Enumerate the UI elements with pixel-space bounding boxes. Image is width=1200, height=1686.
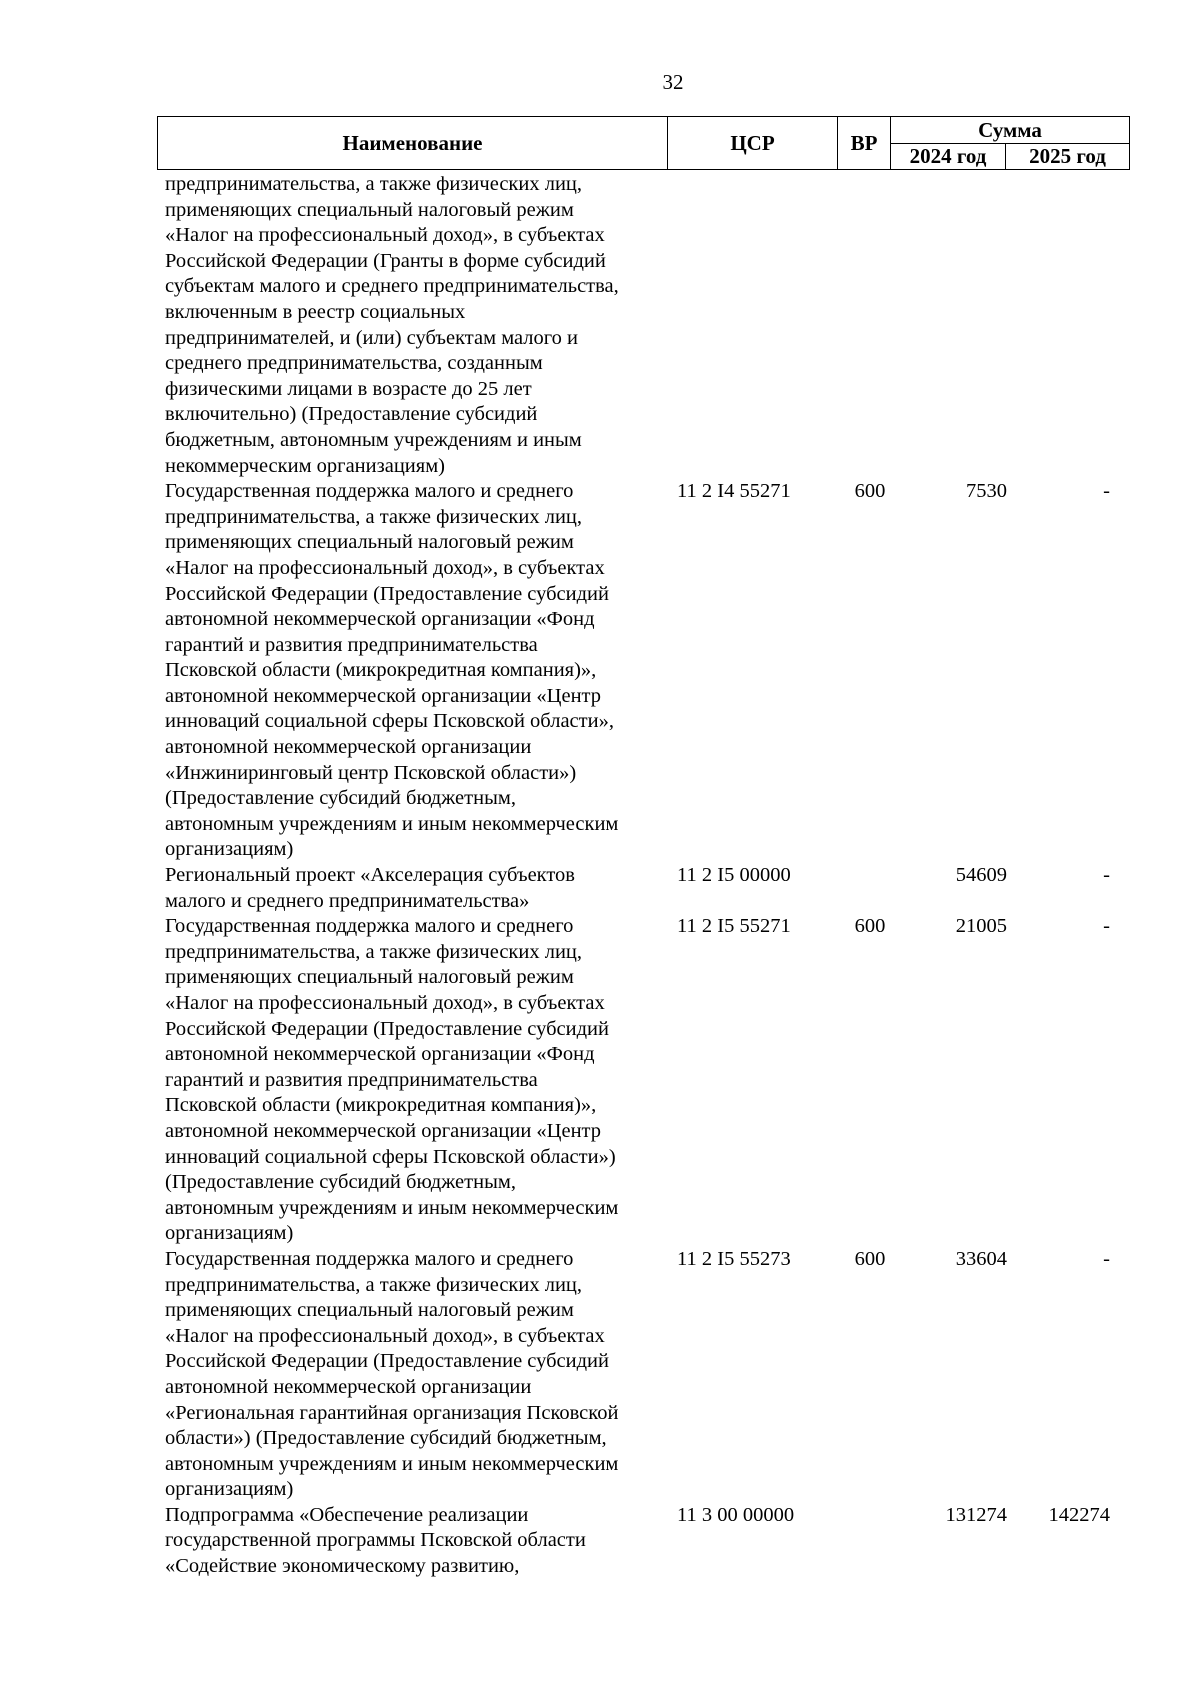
row-sum-2025: - (1103, 864, 1110, 887)
row-sum-2024: 7530 (966, 480, 1007, 503)
row-sum-2024: 131274 (945, 1503, 1007, 1526)
row-sum-2024: 33604 (955, 1247, 1007, 1270)
header-name: Наименование (158, 117, 668, 170)
row-name: Подпрограмма «Обеспечение реализации государственной программы Псковской области «Содействие экономическому развитию, (165, 1503, 586, 1578)
row-vr (840, 863, 900, 914)
table-row (157, 172, 1130, 479)
header-year-2025: 2025 год (1006, 144, 1130, 170)
row-name: Региональный проект «Акселерация субъектов малого и среднего предпринимательства» (165, 864, 575, 912)
header-vr: ВР (838, 117, 891, 170)
table-row (157, 863, 1130, 914)
row-sum-2025: - (1103, 480, 1110, 503)
header-year-2024: 2024 год (891, 144, 1006, 170)
table-body (157, 172, 1130, 1580)
header-sum: Сумма (891, 117, 1130, 144)
row-csr: 11 2 I5 55273 (677, 1247, 791, 1270)
row-vr: 600 (854, 1247, 886, 1270)
header-csr: ЦСР (668, 117, 838, 170)
table-row (157, 914, 1130, 1247)
row-sum-2024 (900, 172, 1027, 479)
row-csr: 11 2 I5 00000 (677, 864, 791, 887)
row-name: предпринимательства, а также физических лиц, применяющих специальный налоговый режим «Налог на профессиональный доход», в субъектах Российской Федерации (Гранты в форме субсидий субъектам малого и среднего предпринимательства, включенным в реестр социальных предпринимателей, и (или) субъектам малого и среднего предпринимательства, созданным физическими лицами в возрасте до 25 лет включительно) (Предоставление субсидий бюджетным, автономным учреждениям и иным некоммерческим организациям) (165, 173, 619, 477)
row-sum-2024: 54609 (955, 864, 1007, 887)
row-vr: 600 (854, 480, 886, 503)
row-vr (840, 1503, 900, 1580)
row-sum-2025: - (1103, 915, 1110, 938)
row-csr: 11 2 I5 55271 (677, 915, 791, 938)
row-name: Государственная поддержка малого и среднего предпринимательства, а также физических лиц, применяющих специальный налоговый режим «Налог на профессиональный доход», в субъектах Российской Федерации (Предоставление субсидий автономной некоммерческой организации «Фонд гарантий и развития предпринимательства Псковской области (микрокредитная компания)», автономной некоммерческой организации «Центр инноваций социальной сферы Псковской области») (Предоставление субсидий бюджетным, автономным учреждениям и иным некоммерческим организациям) (165, 915, 619, 1245)
table-header (157, 116, 1130, 170)
row-csr: 11 3 00 00000 (677, 1503, 795, 1526)
row-csr (675, 172, 840, 479)
row-sum-2025 (1027, 172, 1130, 479)
table-row (157, 1503, 1130, 1580)
page-number: 32 (662, 70, 684, 94)
row-csr: 11 2 I4 55271 (677, 480, 791, 503)
row-sum-2025: - (1103, 1247, 1110, 1270)
row-vr: 600 (854, 915, 886, 938)
row-name: Государственная поддержка малого и среднего предпринимательства, а также физических лиц, применяющих специальный налоговый режим «Налог на профессиональный доход», в субъектах Российской Федерации (Предоставление субсидий автономной некоммерческой организации «Региональная гарантийная организация Псковской области») (Предоставление субсидий бюджетным, автономным учреждениям и иным некоммерческим организациям) (165, 1247, 619, 1501)
row-name: Государственная поддержка малого и среднего предпринимательства, а также физических лиц, применяющих специальный налоговый режим «Налог на профессиональный доход», в субъектах Российской Федерации (Предоставление субсидий автономной некоммерческой организации «Фонд гарантий и развития предпринимательства Псковской области (микрокредитная компания)», автономной некоммерческой организации «Центр инноваций социальной сферы Псковской области», автономной некоммерческой организации «Инжиниринговый центр Псковской области») (Предоставление субсидий бюджетным, автономным учреждениям и иным некоммерческим организациям) (165, 480, 619, 861)
row-sum-2025: 142274 (1048, 1503, 1110, 1526)
table-row (157, 479, 1130, 863)
row-sum-2024: 21005 (955, 915, 1007, 938)
table-row (157, 1247, 1130, 1503)
row-vr (840, 172, 900, 479)
